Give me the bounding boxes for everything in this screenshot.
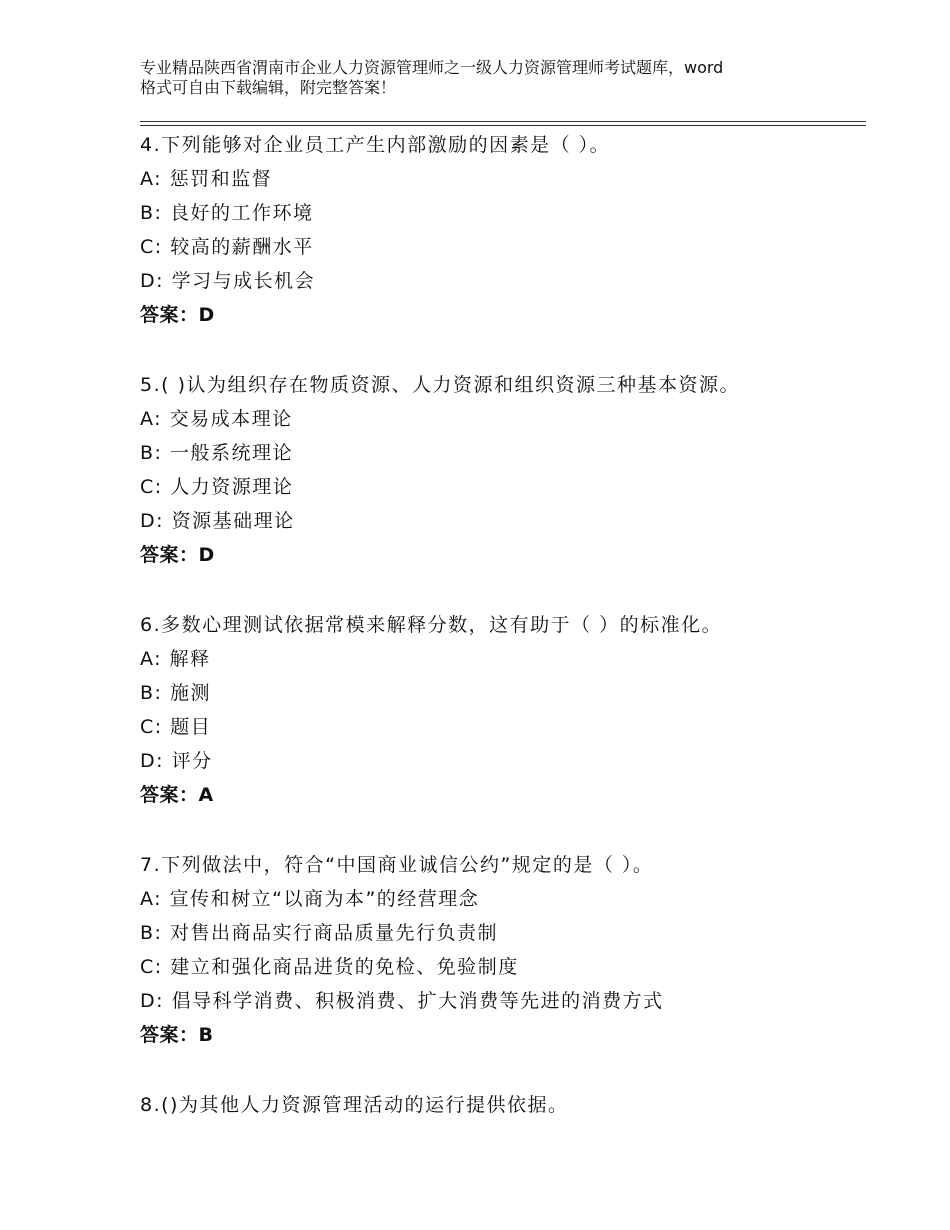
question-block (140, 1088, 860, 1122)
option-a: A: 交易成本理论 (140, 408, 293, 430)
option-c: C: 建立和强化商品进货的免检、免验制度 (140, 956, 519, 978)
question-block (140, 128, 860, 332)
option-d: D: 评分 (140, 750, 213, 772)
question-spacer (140, 1052, 860, 1088)
question-block (140, 608, 860, 812)
question-block (140, 848, 860, 1052)
question-text: 5.( )认为组织存在物质资源、人力资源和组织资源三种基本资源。 (140, 374, 740, 396)
option-a: A: 解释 (140, 648, 211, 670)
option-c: C: 题目 (140, 716, 212, 738)
option-c: C: 较高的薪酬水平 (140, 236, 314, 258)
answer-line: 答案：A (140, 784, 214, 806)
option-a: A: 惩罚和监督 (140, 168, 273, 190)
answer-line: 答案：D (140, 544, 215, 566)
question-text: 6.多数心理测试依据常模来解释分数，这有助于（ ）的标准化。 (140, 614, 723, 636)
option-b: B: 一般系统理论 (140, 442, 293, 464)
option-c: C: 人力资源理论 (140, 476, 294, 498)
answer-line: 答案：B (140, 1024, 214, 1046)
question-spacer (140, 812, 860, 848)
option-d: D: 学习与成长机会 (140, 270, 316, 292)
document-header (140, 58, 830, 98)
question-block (140, 368, 860, 572)
header-divider-bottom (140, 125, 866, 126)
option-a: A: 宣传和树立“以商为本”的经营理念 (140, 888, 480, 910)
option-b: B: 对售出商品实行商品质量先行负责制 (140, 922, 498, 944)
option-d: D: 倡导科学消费、积极消费、扩大消费等先进的消费方式 (140, 990, 664, 1012)
option-b: B: 良好的工作环境 (140, 202, 314, 224)
option-d: D: 资源基础理论 (140, 510, 295, 532)
question-spacer (140, 572, 860, 608)
option-b: B: 施测 (140, 682, 211, 704)
question-spacer (140, 332, 860, 368)
answer-line: 答案：D (140, 304, 215, 326)
header-divider-top (140, 121, 866, 122)
question-text: 7.下列做法中，符合“中国商业诚信公约”规定的是（ ）。 (140, 854, 654, 876)
header-line-1: 专业精品陕西省渭南市企业人力资源管理师之一级人力资源管理师考试题库，word (140, 58, 724, 77)
question-text: 8.()为其他人力资源管理活动的运行提供依据。 (140, 1094, 569, 1116)
question-text: 4.下列能够对企业员工产生内部激励的因素是（ ）。 (140, 134, 611, 156)
header-line-2: 格式可自由下载编辑，附完整答案！ (140, 78, 397, 97)
question-list (140, 128, 860, 1122)
